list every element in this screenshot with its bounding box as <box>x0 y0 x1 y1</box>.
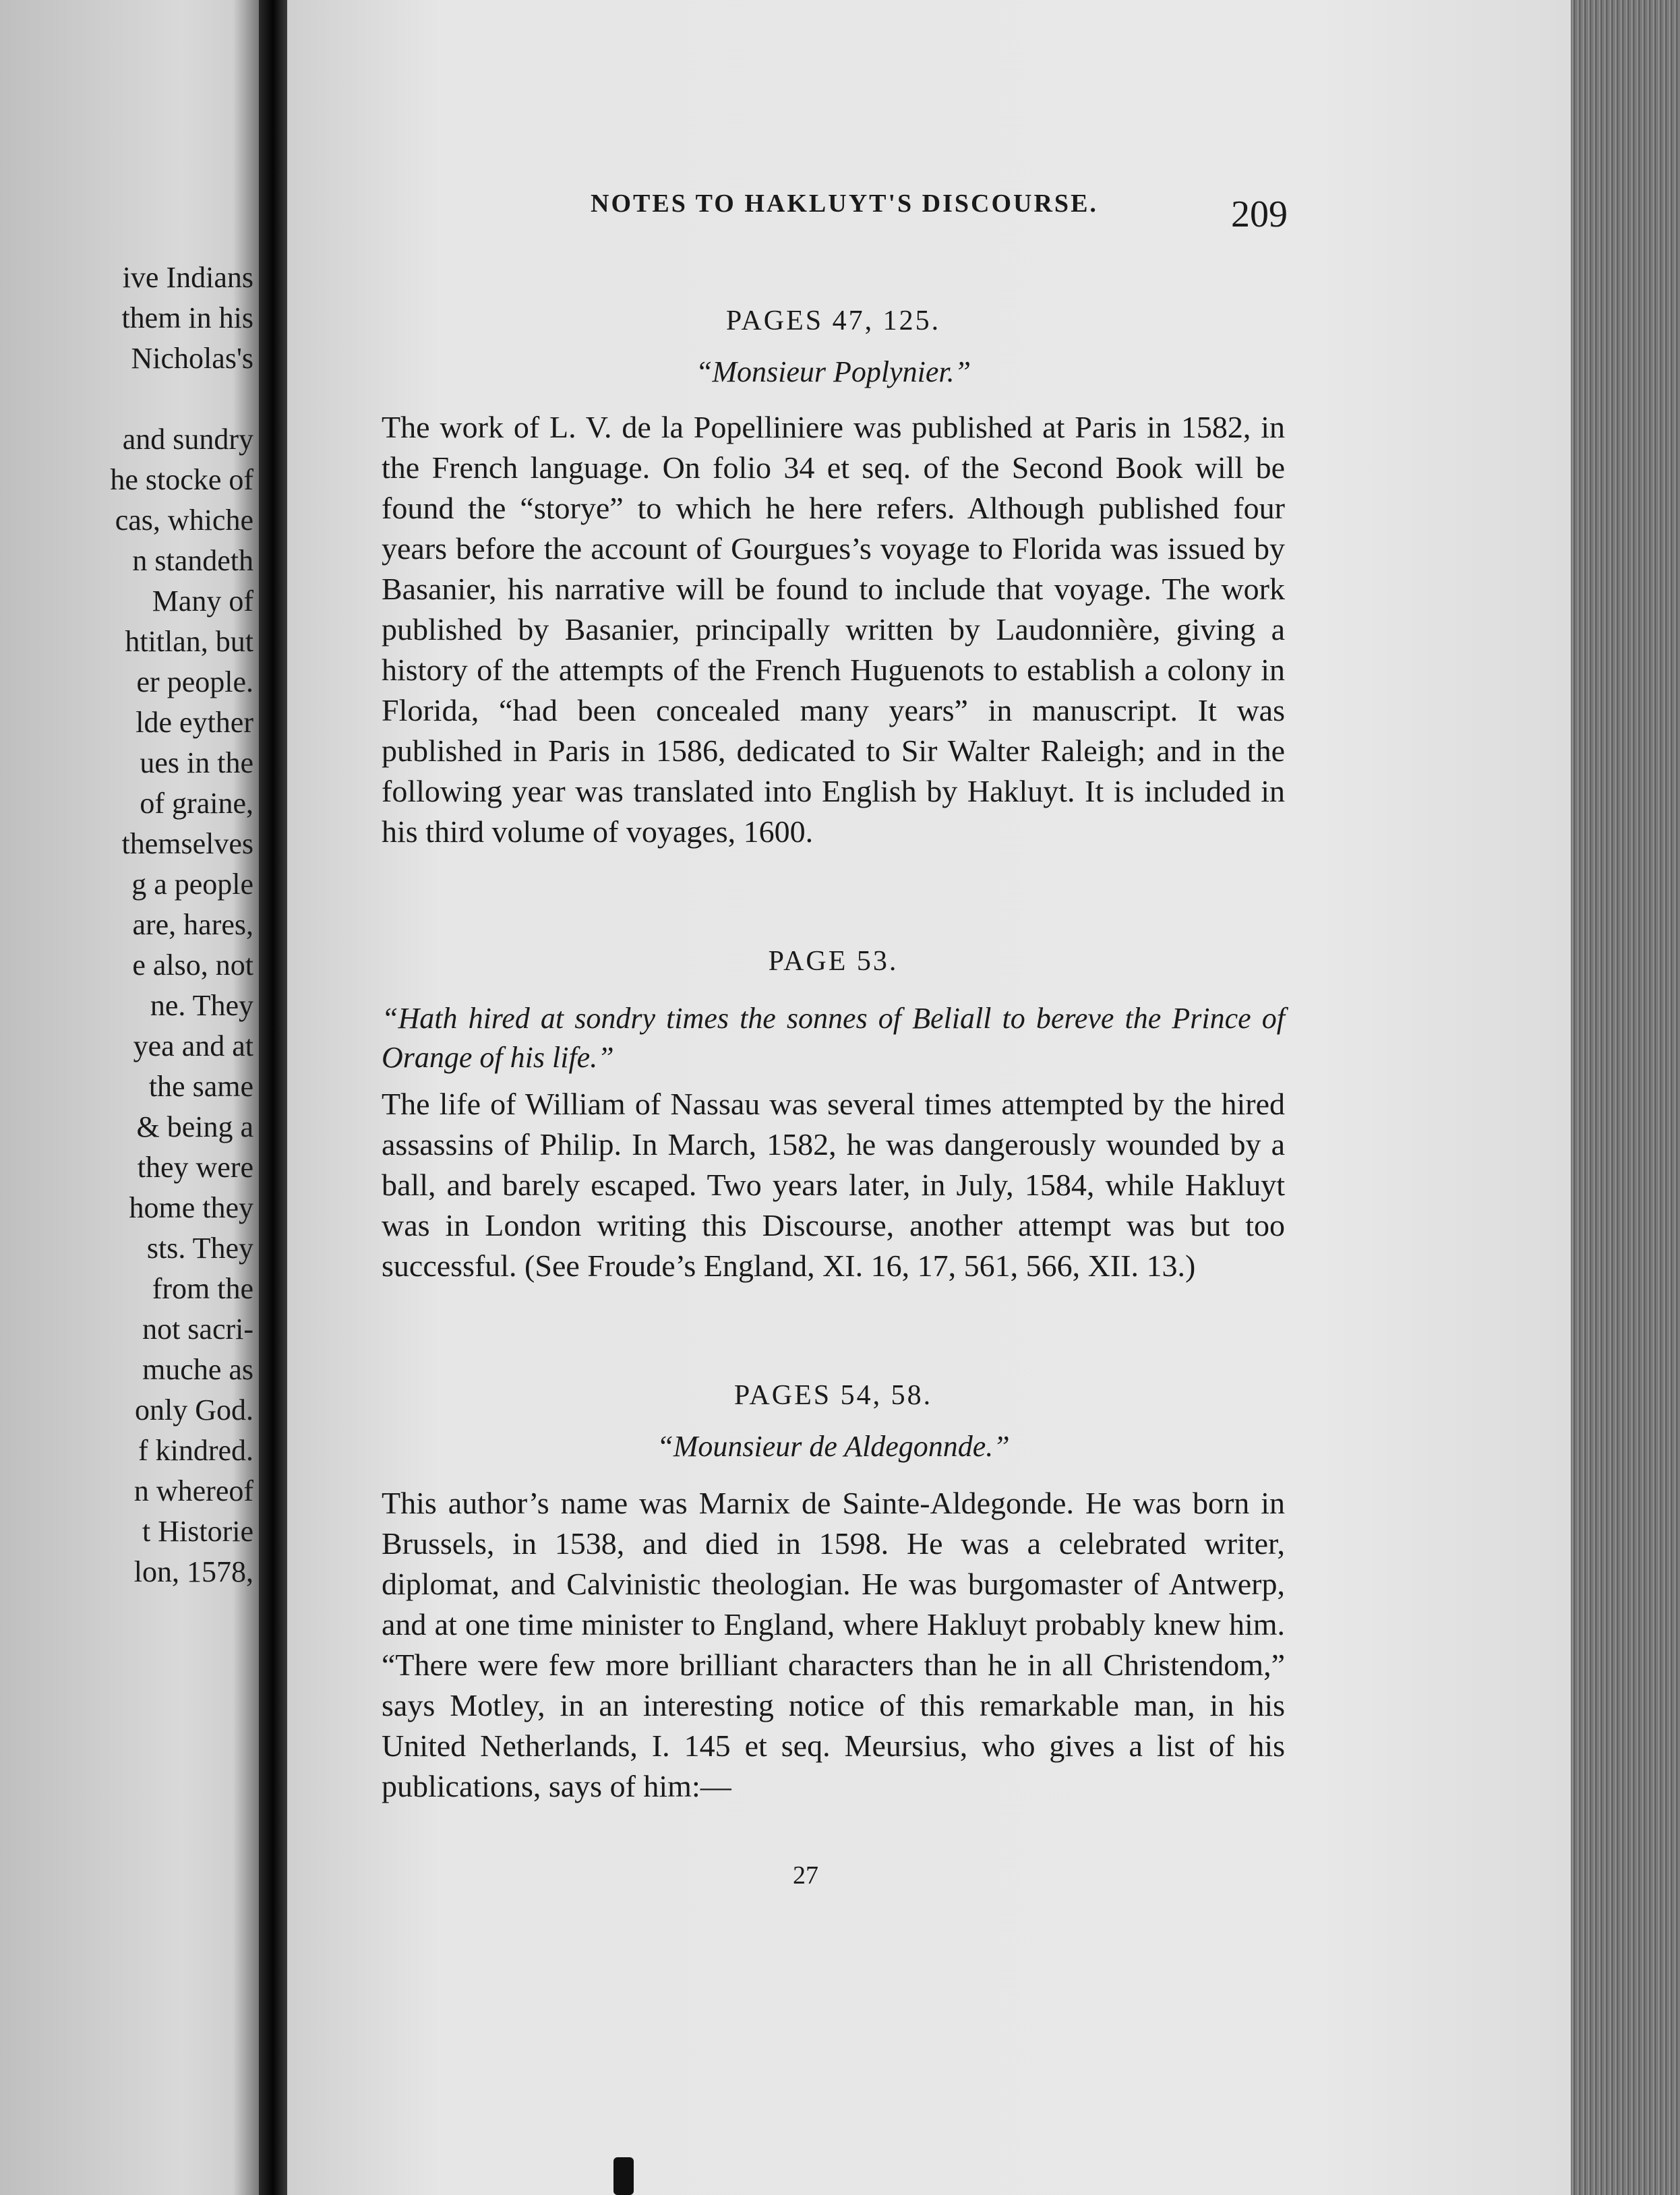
left-page-line: Many of <box>152 584 253 618</box>
left-page-line: lde eyther <box>136 706 253 739</box>
left-page-line: themselves <box>121 827 253 860</box>
left-page-line: of graine, <box>140 787 253 820</box>
left-page-line: Nicholas's <box>131 342 253 375</box>
running-title: NOTES TO HAKLUYT'S DISCOURSE. <box>591 189 1098 218</box>
section-heading: PAGES 54, 58. <box>733 1380 933 1411</box>
book-gutter <box>259 0 287 2195</box>
left-page-line: t Historie <box>142 1515 253 1548</box>
left-page-line: not sacri- <box>142 1313 253 1346</box>
section-subheading: “Monsieur Poplynier.” <box>695 355 971 388</box>
left-page-line: the same <box>148 1070 253 1103</box>
left-page-line: ues in the <box>140 746 253 779</box>
section-heading: PAGE 53. <box>768 946 899 977</box>
left-page-line: n whereof <box>133 1474 253 1507</box>
left-page-line: muche as <box>142 1353 253 1386</box>
left-page-line: & being a <box>136 1110 253 1143</box>
left-page-line: and sundry <box>122 423 253 456</box>
left-page-line: home they <box>129 1191 253 1224</box>
left-page-line: cas, whiche <box>115 504 253 537</box>
left-page-line: they were <box>137 1151 253 1184</box>
left-page-line: n standeth <box>132 544 253 577</box>
section-body: The work of L. V. de la Popelliniere was published at Paris in 1582, in the French language. On folio 34 et seq. of the Second Book will be found the “storye” to which he here refers. Although published four years before the account of Gourgues’s voyage to Florida was issued by Basanier, his narrative will be found to include that voyage. The work published by Basanier, principally written by Laudonnière, giving a history of the attempts of the French Huguenots to establish a colony in Florida, “had been concealed many years” in manuscript. It was published in Paris in 1586, dedicated to Sir Walter Raleigh; and in the following year was translated into English by Hakluyt. It is included in his third volume of voyages, 1600. <box>382 410 1285 849</box>
left-facing-page <box>0 0 259 2195</box>
left-page-line: he stocke of <box>110 463 253 496</box>
left-page-line: are, hares, <box>132 908 253 941</box>
section-subheading: “Hath hired at sondry times the sonnes of Beliall to bereve the Prince of Orange of his life.” <box>382 1002 1285 1074</box>
page-number: 209 <box>1231 193 1288 235</box>
left-page-line: them in his <box>121 301 253 334</box>
signature-mark: 27 <box>793 1861 818 1890</box>
left-page-line: g a people <box>131 868 253 901</box>
page-edges <box>1571 0 1680 2195</box>
left-page-line: htitlan, but <box>125 625 253 658</box>
left-page-line: e also, not <box>132 949 253 982</box>
left-page-line: er people. <box>136 665 253 698</box>
section-body: This author’s name was Marnix de Sainte-Aldegonde. He was born in Brussels, in 1538, and died in 1598. He was a celebrated writer, diplomat, and Calvinistic theologian. He was burgomaster of Antwerp, and at one time minister to England, where Hakluyt probably knew him. “There were few more brilliant characters than he in all Christendom,” says Motley, in an interesting notice of this remarkable man, in his United Netherlands, I. 145 et seq. Meursius, who gives a list of his publications, says of him:— <box>382 1486 1285 1803</box>
left-page-line: lon, 1578, <box>133 1555 253 1588</box>
left-page-line: yea and at <box>133 1029 253 1062</box>
left-page-line: ive Indians <box>122 261 253 294</box>
left-page-line: ne. They <box>150 989 253 1022</box>
section-subheading: “Mounsieur de Aldegonnde.” <box>657 1430 1010 1463</box>
left-page-line: only God. <box>135 1393 253 1426</box>
section-heading: PAGES 47, 125. <box>725 305 941 336</box>
scan-smudge <box>613 2157 634 2195</box>
left-page-line: sts. They <box>146 1232 253 1265</box>
section-body: The life of William of Nassau was several times attempted by the hired assassins of Philip. In March, 1582, he was dangerously wounded by a ball, and barely escaped. Two years later, in July, 1584, while Hakluyt was in London writing this Discourse, another attempt was but too successful. (See Froude’s England, XI. 16, 17, 561, 566, XII. 13.) <box>382 1087 1285 1283</box>
left-page-line: f kindred. <box>138 1434 253 1467</box>
left-page-line: from the <box>152 1272 253 1305</box>
